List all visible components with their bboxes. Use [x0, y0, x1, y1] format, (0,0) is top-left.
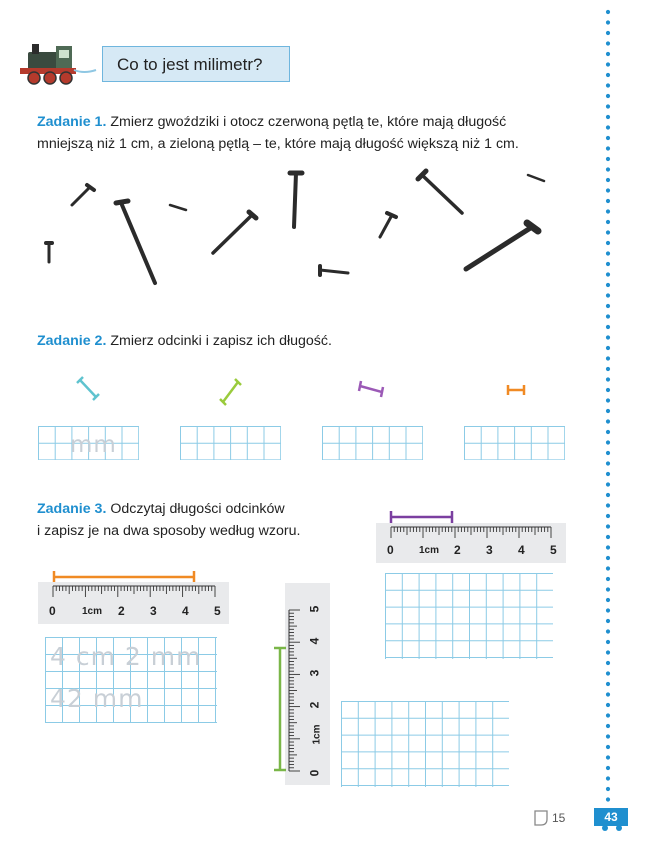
example-line-1: 4 cm 2 mm: [50, 642, 202, 671]
ruler-label-1cm: 1cm: [311, 724, 323, 745]
task3-instruction: [37, 498, 357, 542]
dotted-border: [601, 4, 615, 804]
ruler-label-2: 2: [454, 543, 461, 557]
task1-instruction: [37, 111, 597, 155]
ruler-label-3: 3: [307, 669, 322, 677]
answer-grid-4[interactable]: [464, 426, 565, 460]
green-segment: [272, 645, 288, 773]
ruler-label-5: 5: [550, 543, 557, 557]
locomotive-icon: [18, 40, 98, 88]
page-title: Co to jest milimetr?: [102, 46, 290, 82]
nails-illustration: [30, 165, 570, 290]
ruler-label-1cm: 1cm: [82, 606, 103, 617]
ruler-top-right: [376, 523, 566, 563]
answer-grid-2[interactable]: [180, 426, 281, 460]
nail: [290, 173, 302, 227]
ruler-left: [38, 582, 229, 624]
task2-text: Zmierz odcinki i zapisz ich długość.: [110, 333, 332, 349]
nail: [466, 223, 538, 269]
answer-grid-bottom-right[interactable]: [341, 701, 509, 787]
workbook-icon: [533, 809, 551, 827]
ruler-label-4: 4: [307, 637, 322, 645]
ruler-vertical: [285, 583, 330, 785]
task2-instruction: [37, 330, 597, 352]
task1-text-line2: mniejszą niż 1 cm, a zieloną pętlą – te, które mają długość większą niż 1 cm.: [37, 136, 519, 152]
task2-label: Zadanie 2.: [37, 333, 107, 349]
segment-4: [508, 385, 524, 395]
nail: [213, 212, 256, 253]
nail: [380, 213, 396, 237]
task1-label: Zadanie 1.: [37, 114, 107, 130]
nail: [528, 175, 544, 181]
ruler-ticks: [376, 523, 566, 563]
workbook-ref-number: 15: [552, 811, 566, 825]
nail: [72, 185, 94, 205]
task1-text-line1: Zmierz gwoździki i otocz czerwoną pętlą te, które mają długość: [110, 114, 507, 130]
segment-1: [77, 377, 99, 400]
task3-text-line2: i zapisz je na dwa sposoby według wzoru.: [37, 523, 301, 539]
task3-label: Zadanie 3.: [37, 501, 107, 517]
segment-2: [220, 379, 241, 405]
ruler-label-5: 5: [214, 604, 221, 618]
ruler-label-2: 2: [307, 701, 322, 709]
example-line-2: 42 mm: [50, 684, 144, 713]
task3-text-line1: Odczytaj długości odcinków: [110, 501, 285, 517]
answer-grid-3[interactable]: [322, 426, 423, 460]
segments-row: [60, 370, 540, 410]
nail: [418, 171, 462, 213]
ruler-label-0: 0: [307, 769, 322, 777]
example-answer-mm: mm: [70, 432, 117, 458]
ruler-label-5: 5: [307, 605, 322, 613]
ruler-label-2: 2: [118, 604, 125, 618]
ruler-ticks: [38, 582, 229, 624]
nail: [116, 201, 155, 283]
ruler-label-0: 0: [387, 543, 394, 557]
page-badge-wheels: [600, 824, 624, 832]
ruler-label-0: 0: [49, 604, 56, 618]
ruler-label-4: 4: [518, 543, 525, 557]
nail: [46, 243, 52, 262]
nail: [170, 205, 186, 210]
ruler-label-3: 3: [486, 543, 493, 557]
ruler-label-3: 3: [150, 604, 157, 618]
answer-grid-top-right[interactable]: [385, 573, 553, 659]
segment-3: [359, 381, 383, 397]
purple-segment: [388, 510, 458, 524]
ruler-label-1cm: 1cm: [419, 545, 440, 556]
ruler-label-4: 4: [182, 604, 189, 618]
page-number: 43: [594, 808, 628, 826]
nail: [320, 266, 348, 275]
